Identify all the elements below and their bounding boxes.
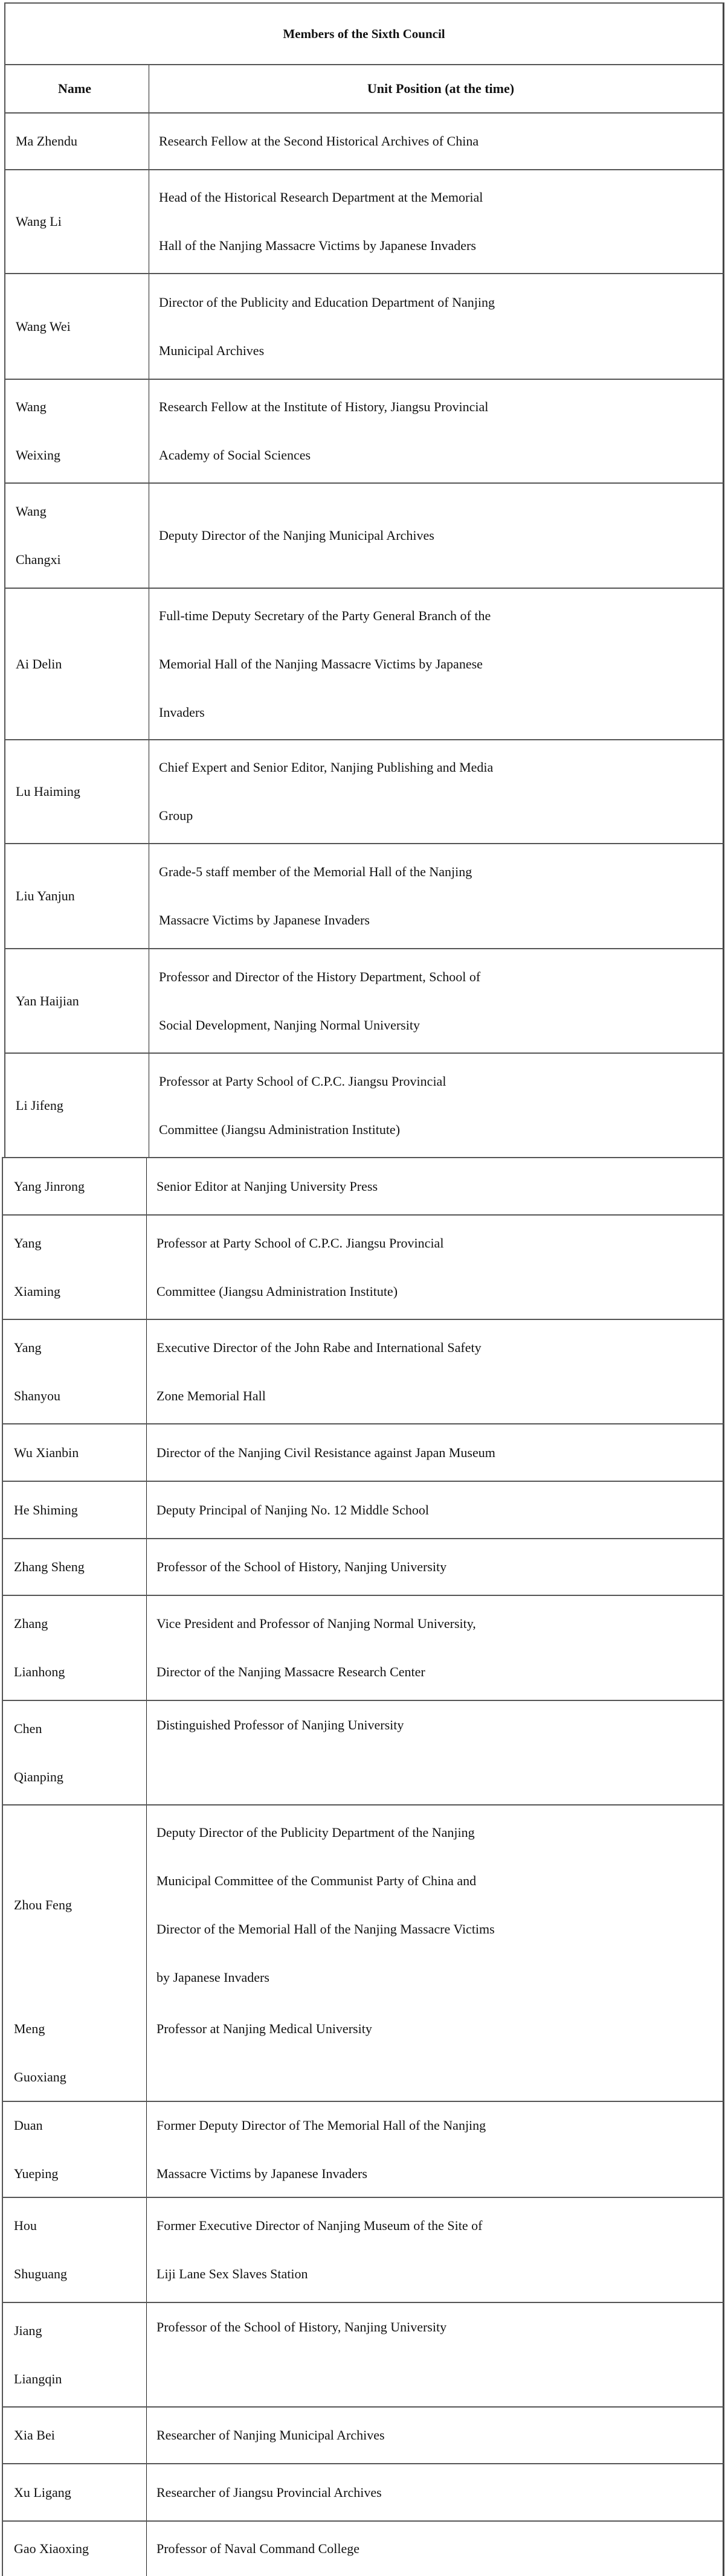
- member-name-line: Gao Xiaoxing: [14, 2541, 89, 2556]
- member-name: [5, 740, 149, 843]
- member-name-line: Chen: [14, 1720, 42, 1736]
- member-position-line: Grade-5 staff member of the Memorial Hall of the Nanjing: [159, 864, 472, 879]
- member-name-line: Shuguang: [14, 2266, 67, 2281]
- member-name: [3, 2464, 146, 2520]
- member-name-line: Wang Li: [16, 214, 62, 229]
- member-position-line: Researcher of Jiangsu Provincial Archives: [156, 2484, 382, 2500]
- member-position: [146, 1216, 723, 1319]
- table-row: [2, 1481, 724, 1538]
- member-position-line: Research Fellow at the Institute of History, Jiangsu Provincial: [159, 399, 489, 414]
- member-name: [3, 2005, 146, 2101]
- header-position: Unit Position (at the time): [149, 65, 723, 112]
- table-row: [2, 2406, 724, 2463]
- member-position: [146, 1320, 723, 1423]
- member-name-line: Shanyou: [14, 1388, 60, 1403]
- table-row: [2, 2197, 724, 2302]
- member-position-line: Former Executive Director of Nanjing Museum of the Site of: [156, 2218, 483, 2233]
- member-position-line: Professor of the School of History, Nanjing University: [156, 2319, 447, 2334]
- table-row: [2, 1595, 724, 1700]
- table-row: [2, 2463, 724, 2520]
- member-name-line: Liu Yanjun: [16, 888, 75, 903]
- member-position-line: Director of the Nanjing Massacre Research Center: [156, 1664, 425, 1679]
- member-name-line: Yang Jinrong: [14, 1178, 85, 1194]
- table-row: [4, 588, 724, 739]
- table-title: Members of the Sixth Council: [283, 26, 445, 41]
- member-position-line: Municipal Archives: [159, 342, 265, 358]
- member-name-line: Weixing: [16, 447, 60, 463]
- member-position: [149, 949, 723, 1053]
- member-name: [3, 2303, 146, 2406]
- table-title-row: [4, 2, 724, 64]
- table-row: [4, 273, 724, 379]
- member-name-line: Lianhong: [14, 1664, 65, 1679]
- member-position-line: Senior Editor at Nanjing University Press: [156, 1178, 378, 1194]
- member-position-line: Director of the Nanjing Civil Resistance against Japan Museum: [156, 1444, 495, 1460]
- member-position: [146, 1805, 723, 2005]
- table-row: [4, 379, 724, 482]
- member-position-line: by Japanese Invaders: [156, 1970, 269, 1985]
- table-row: [2, 1700, 724, 1804]
- table-row: [4, 948, 724, 1053]
- member-name-line: Liangqin: [14, 2371, 62, 2386]
- member-name: [3, 1216, 146, 1319]
- member-position-line: Professor at Nanjing Medical University: [156, 2021, 372, 2036]
- member-name: [5, 114, 149, 169]
- member-position-line: Group: [159, 808, 193, 823]
- member-position: [149, 274, 723, 379]
- member-name-line: Wang: [16, 504, 47, 519]
- member-name: [3, 1424, 146, 1481]
- member-position-line: Researcher of Nanjing Municipal Archives: [156, 2427, 385, 2443]
- member-name: [5, 170, 149, 273]
- table-row: [4, 1053, 724, 1157]
- member-name: [5, 844, 149, 948]
- member-name-line: Ma Zhendu: [16, 133, 78, 149]
- table-row: [2, 1423, 724, 1481]
- member-name-line: Yueping: [14, 2165, 59, 2181]
- member-position: [146, 2005, 723, 2101]
- table-row: [2, 2302, 724, 2406]
- member-name-line: Guoxiang: [14, 2069, 66, 2084]
- member-position-line: Director of the Publicity and Education Department of Nanjing: [159, 294, 495, 310]
- member-name-line: Zhou Feng: [14, 1897, 72, 1912]
- member-name: [5, 1054, 149, 1157]
- table-row: [4, 169, 724, 273]
- member-position: [149, 484, 723, 588]
- member-position-line: Municipal Committee of the Communist Party of China and: [156, 1873, 477, 1888]
- member-position-line: Deputy Principal of Nanjing No. 12 Middle School: [156, 1502, 429, 1517]
- table-row: [4, 112, 724, 169]
- member-position: [146, 1482, 723, 1538]
- member-position-line: Professor and Director of the History Department, School of: [159, 969, 481, 984]
- table-row: [2, 1538, 724, 1595]
- member-name: [3, 1158, 146, 1214]
- member-position-line: Zone Memorial Hall: [156, 1388, 266, 1403]
- table-row: [4, 843, 724, 948]
- member-position-line: Full-time Deputy Secretary of the Party General Branch of the: [159, 607, 491, 623]
- member-position-line: Academy of Social Sciences: [159, 447, 311, 463]
- member-position-line: Chief Expert and Senior Editor, Nanjing Publishing and Media: [159, 760, 494, 775]
- member-position-line: Vice President and Professor of Nanjing Normal University,: [156, 1616, 476, 1631]
- member-name: [3, 2102, 146, 2197]
- member-position-line: Professor of the School of History, Nanjing University: [156, 1559, 447, 1574]
- member-position-line: Committee (Jiangsu Administration Institute): [156, 1283, 398, 1299]
- member-position-line: Invaders: [159, 704, 205, 720]
- member-position: [146, 1539, 723, 1595]
- table-row: [4, 482, 724, 588]
- member-name-line: Jiang: [14, 2322, 42, 2338]
- member-name: [5, 380, 149, 482]
- member-name: [3, 1320, 146, 1423]
- member-position-line: Memorial Hall of the Nanjing Massacre Victims by Japanese: [159, 656, 483, 671]
- member-position: [146, 2198, 723, 2302]
- member-name: [3, 1596, 146, 1700]
- member-name-line: Duan: [14, 2117, 43, 2133]
- member-name-line: Yan Haijian: [16, 993, 79, 1008]
- member-position: [146, 1701, 723, 1804]
- member-name: [5, 484, 149, 588]
- table-row: [2, 1319, 724, 1423]
- member-position-line: Massacre Victims by Japanese Invaders: [156, 2165, 367, 2181]
- member-position-line: Liji Lane Sex Slaves Station: [156, 2266, 308, 2281]
- member-name-line: Ai Delin: [16, 656, 62, 671]
- member-position: [146, 2408, 723, 2463]
- table-row: [2, 2005, 724, 2101]
- member-position-line: Professor at Party School of C.P.C. Jiangsu Provincial: [156, 1235, 444, 1251]
- member-position-line: Director of the Memorial Hall of the Nanjing Massacre Victims: [156, 1921, 495, 1937]
- table-row: [4, 739, 724, 843]
- member-position-line: Distinguished Professor of Nanjing University: [156, 1717, 404, 1732]
- member-position-line: Professor at Party School of C.P.C. Jiangsu Provincial: [159, 1073, 446, 1089]
- member-name-line: Yang: [14, 1339, 42, 1355]
- member-name: [3, 2198, 146, 2302]
- member-name-line: Wu Xianbin: [14, 1444, 79, 1460]
- member-position-line: Committee (Jiangsu Administration Institute): [159, 1121, 401, 1137]
- table-row: [2, 2520, 724, 2576]
- header-name: Name: [58, 81, 91, 96]
- member-position-line: Research Fellow at the Second Historical Archives of China: [159, 133, 479, 149]
- member-name-line: Qianping: [14, 1769, 63, 1784]
- table-row: [2, 1804, 724, 2005]
- member-position-line: Hall of the Nanjing Massacre Victims by Japanese Invaders: [159, 238, 476, 253]
- member-name: [5, 949, 149, 1053]
- member-position: [149, 114, 723, 169]
- member-position: [149, 380, 723, 482]
- member-position: [149, 589, 723, 739]
- member-name-line: Meng: [14, 2020, 45, 2036]
- member-name-line: Changxi: [16, 552, 61, 567]
- member-position-line: Social Development, Nanjing Normal University: [159, 1017, 420, 1033]
- member-position: [146, 2464, 723, 2520]
- member-position: [146, 1158, 723, 1214]
- member-name: [3, 1701, 146, 1804]
- member-position: [149, 170, 723, 273]
- member-name-line: Xu Ligang: [14, 2484, 71, 2500]
- member-position-line: Head of the Historical Research Department at the Memorial: [159, 190, 483, 205]
- member-position-line: Deputy Director of the Nanjing Municipal Archives: [159, 528, 434, 543]
- table-row: [2, 2101, 724, 2197]
- member-name-line: Xia Bei: [14, 2427, 55, 2443]
- member-name-line: Wang Wei: [16, 318, 71, 334]
- member-name: [3, 2408, 146, 2463]
- member-name-line: He Shiming: [14, 1502, 78, 1517]
- member-name-line: Hou: [14, 2218, 37, 2233]
- member-name-line: Wang: [16, 399, 47, 414]
- table-row: [2, 1157, 724, 1214]
- member-position: [146, 2522, 723, 2576]
- member-position: [146, 1596, 723, 1700]
- member-name-line: Lu Haiming: [16, 784, 80, 799]
- member-position: [146, 2102, 723, 2197]
- member-position-line: Deputy Director of the Publicity Department of the Nanjing: [156, 1825, 475, 1840]
- member-position: [146, 2303, 723, 2406]
- member-name: [5, 589, 149, 739]
- member-position: [149, 844, 723, 948]
- member-position-line: Former Deputy Director of The Memorial Hall of the Nanjing: [156, 2117, 486, 2133]
- member-position: [149, 1054, 723, 1157]
- member-name: [3, 1805, 146, 2005]
- table-header-row: [4, 64, 724, 112]
- member-name-line: Li Jifeng: [16, 1097, 63, 1113]
- table-row: [2, 1214, 724, 1319]
- member-name-line: Zhang Sheng: [14, 1559, 85, 1574]
- member-name-line: Yang: [14, 1235, 42, 1251]
- member-position: [149, 740, 723, 843]
- member-name: [5, 274, 149, 379]
- member-name: [3, 2522, 146, 2576]
- member-position-line: Massacre Victims by Japanese Invaders: [159, 912, 370, 928]
- member-name-line: Xiaming: [14, 1283, 60, 1299]
- member-name: [3, 1539, 146, 1595]
- member-name-line: Zhang: [14, 1616, 48, 1631]
- member-position-line: Executive Director of the John Rabe and International Safety: [156, 1339, 482, 1355]
- member-name: [3, 1482, 146, 1538]
- member-position: [146, 1424, 723, 1481]
- member-position-line: Professor of Naval Command College: [156, 2541, 360, 2556]
